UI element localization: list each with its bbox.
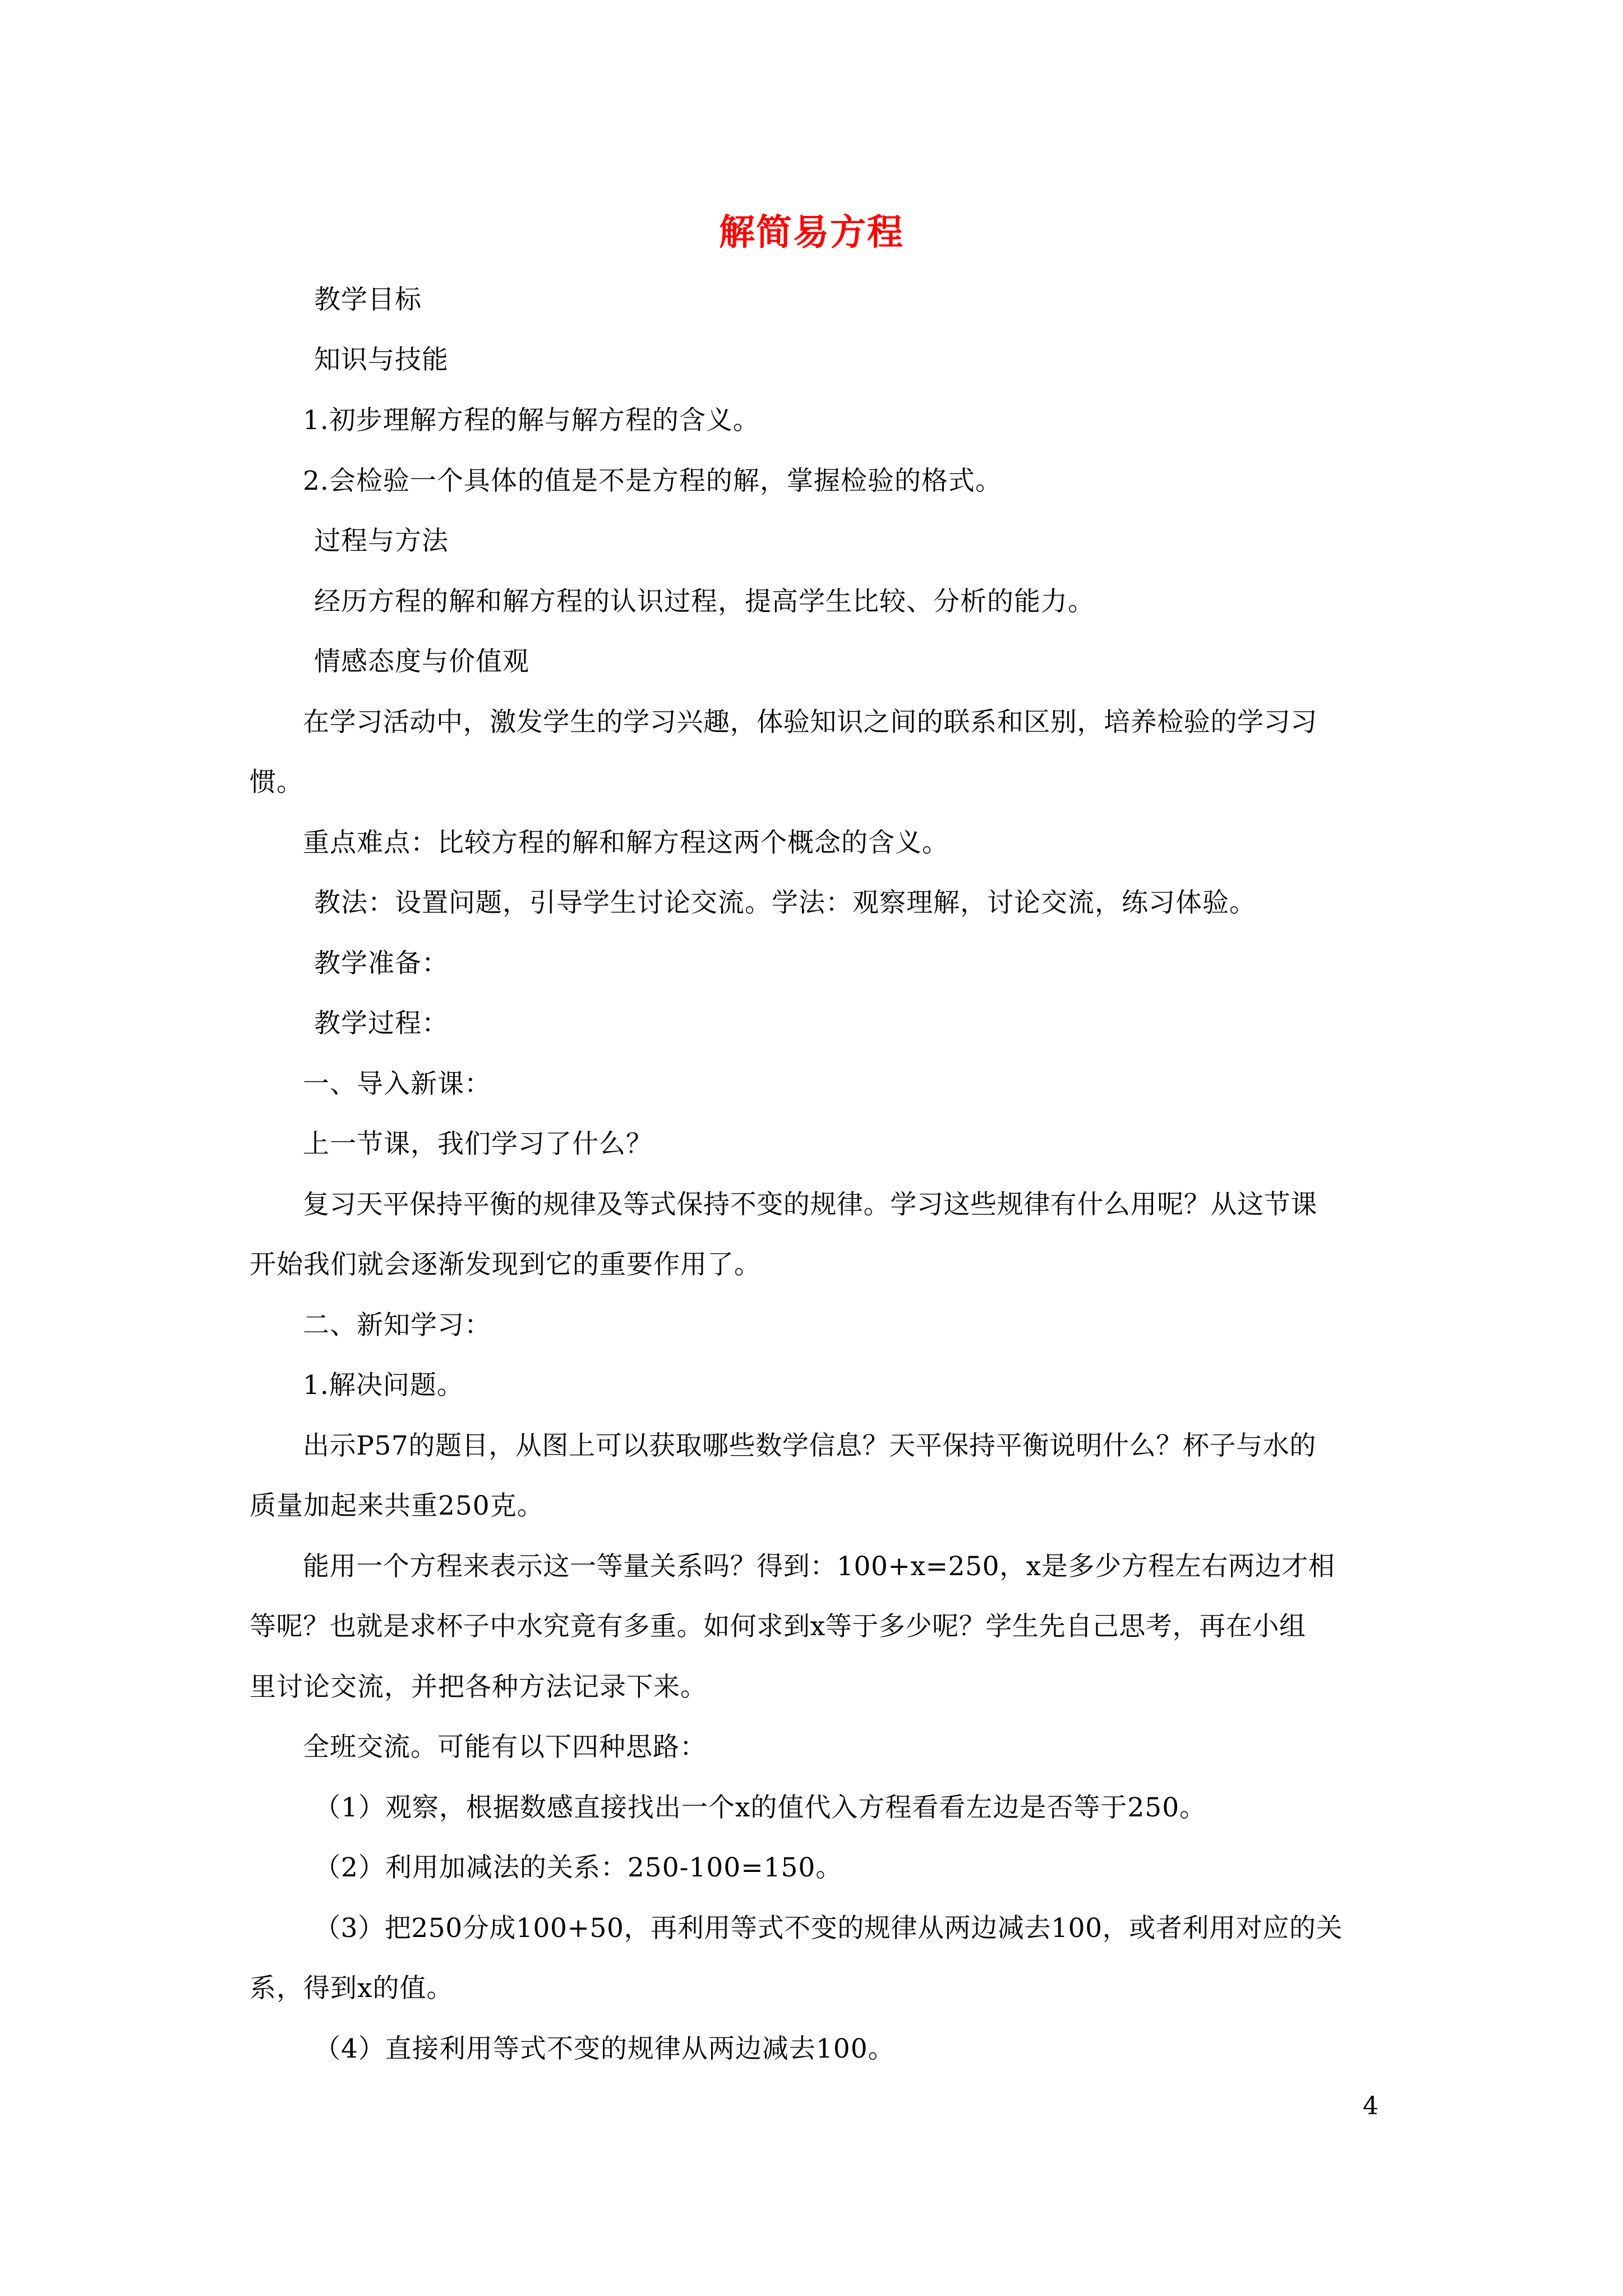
text-line: 教学过程：: [314, 1008, 449, 1039]
text-line: 知识与技能: [314, 344, 449, 375]
text-line: 情感态度与价值观: [314, 646, 529, 677]
text-line: 复习天平保持平衡的规律及等式保持不变的规律。学习这些规律有什么用呢？从这节课: [303, 1189, 1317, 1220]
text-line: 里讨论交流，并把各种方法记录下来。: [250, 1672, 707, 1703]
text-line: 上一节课，我们学习了什么？: [303, 1129, 653, 1159]
text-line: （3）把250分成100+50，再利用等式不变的规律从两边减去100，或者利用对应的关: [314, 1913, 1343, 1944]
text-line: （4）直接利用等式不变的规律从两边减去100。: [314, 2033, 895, 2064]
text-line: 一、导入新课：: [303, 1069, 491, 1099]
text-line: 系，得到x的值。: [250, 1973, 454, 2004]
text-line: 1.解决问题。: [303, 1370, 464, 1401]
text-line: 在学习活动中，激发学生的学习兴趣，体验知识之间的联系和区别，培养检验的学习习: [303, 707, 1317, 738]
text-line: 教学准备：: [314, 948, 449, 979]
text-line: 开始我们就会逐渐发现到它的重要作用了。: [250, 1249, 761, 1280]
text-line: 经历方程的解和解方程的认识过程，提高学生比较、分析的能力。: [314, 586, 1095, 617]
page-number: 4: [1363, 2092, 1378, 2120]
text-line: 教法：设置问题，引导学生讨论交流。学法：观察理解，讨论交流，练习体验。: [314, 887, 1256, 918]
text-line: 2.会检验一个具体的值是不是方程的解，掌握检验的格式。: [303, 466, 1002, 496]
text-line: 重点难点：比较方程的解和解方程这两个概念的含义。: [303, 827, 949, 858]
text-line: 二、新知学习：: [303, 1310, 491, 1341]
text-line: 惯。: [250, 767, 303, 798]
text-line: （2）利用加减法的关系：250-100=150。: [314, 1852, 843, 1883]
document-title: 解简易方程: [719, 211, 904, 254]
text-line: 过程与方法: [314, 526, 449, 556]
text-line: 1.初步理解方程的解与解方程的含义。: [303, 405, 760, 436]
text-line: 能用一个方程来表示这一等量关系吗？得到：100+x=250，x是多少方程左右两边才相: [303, 1551, 1335, 1582]
text-line: 出示P57的题目，从图上可以获取哪些数学信息？天平保持平衡说明什么？杯子与水的: [303, 1430, 1316, 1461]
text-line: （1）观察，根据数感直接找出一个x的值代入方程看看左边是否等于250。: [314, 1792, 1207, 1823]
text-line: 全班交流。可能有以下四种思路：: [303, 1732, 707, 1763]
text-line: 质量加起来共重250克。: [250, 1490, 544, 1521]
text-line: 教学目标: [314, 284, 422, 315]
text-line: 等呢？也就是求杯子中水究竟有多重。如何求到x等于多少呢？学生先自己思考，再在小组: [250, 1611, 1306, 1642]
